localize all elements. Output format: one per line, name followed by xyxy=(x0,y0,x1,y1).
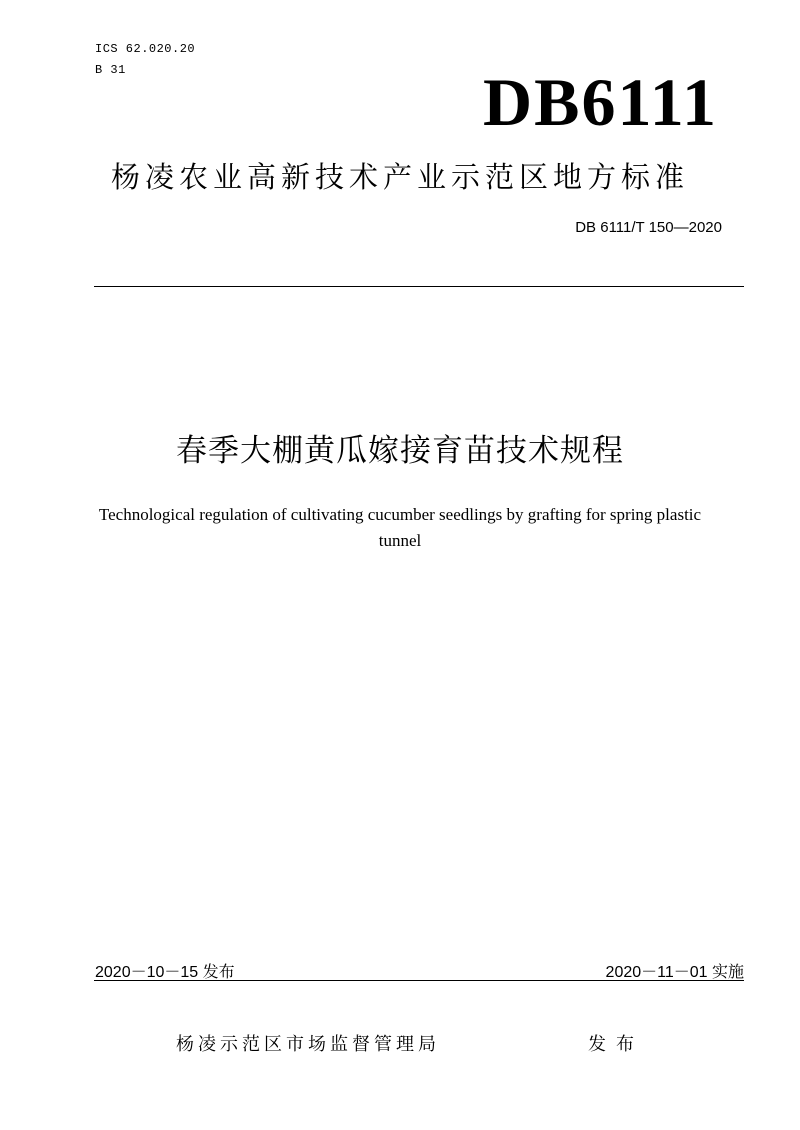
implementation-date: 2020－11－01 实施 xyxy=(605,964,744,981)
top-divider xyxy=(94,286,744,287)
db-logo: DB6111 xyxy=(483,64,718,140)
issuing-authority: 杨凌示范区市场监督管理局 xyxy=(176,1034,440,1055)
ccs-code: B 31 xyxy=(95,63,126,77)
document-title-english: Technological regulation of cultivating cucumber seedlings by grafting for spring plastic tunnel xyxy=(98,505,702,551)
standard-type: 杨凌农业高新技术产业示范区地方标准 xyxy=(110,160,689,194)
ics-code: ICS 62.020.20 xyxy=(95,42,196,56)
document-title-chinese: 春季大棚黄瓜嫁接育苗技术规程 xyxy=(176,433,624,469)
bottom-divider xyxy=(94,980,744,981)
standard-number: DB 6111/T 150—2020 xyxy=(575,219,722,236)
issue-label: 发布 xyxy=(588,1034,644,1055)
publish-date: 2020－10－15 发布 xyxy=(95,964,235,981)
